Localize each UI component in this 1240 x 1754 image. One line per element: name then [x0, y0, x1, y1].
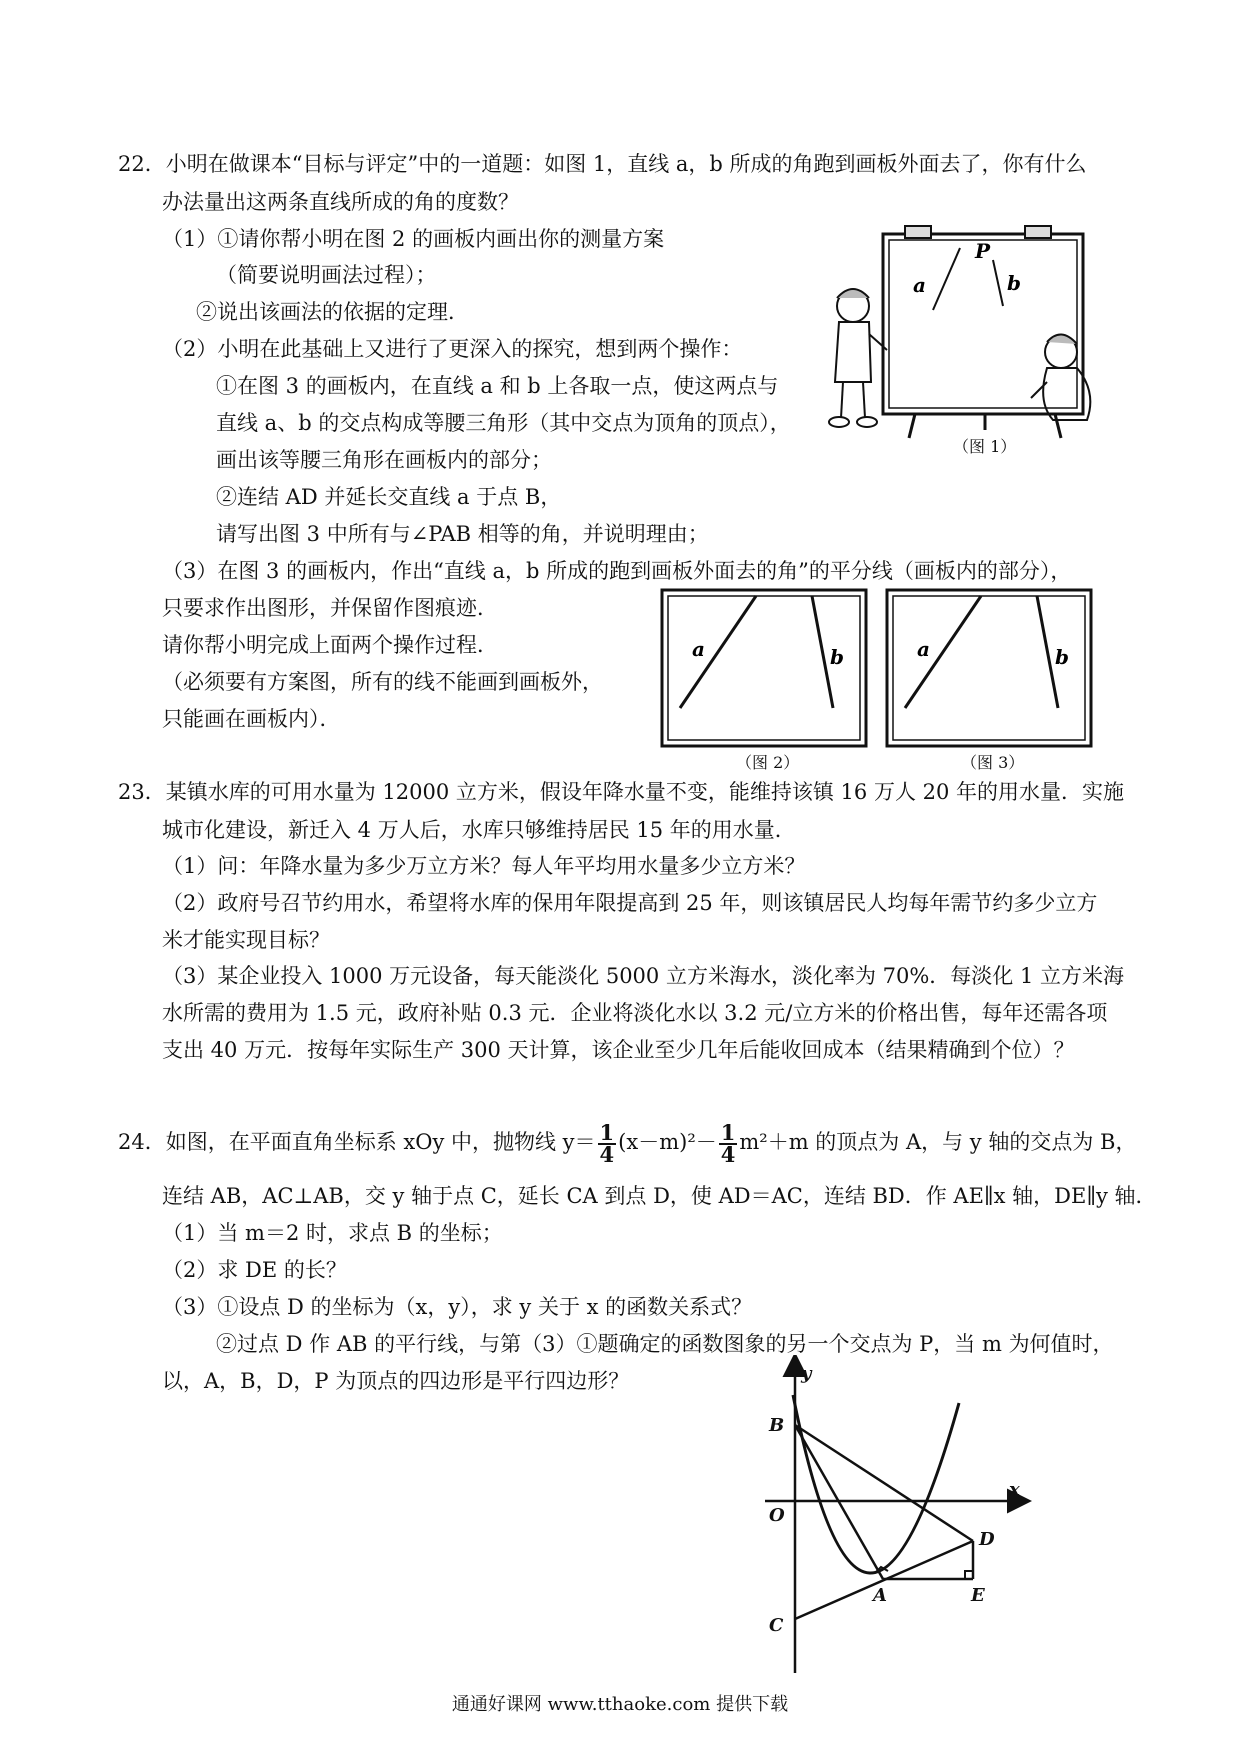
q22-part2e: ②连结 AD 并延长交直线 a 于点 B，: [216, 485, 562, 509]
fig2-label-a: a: [692, 637, 705, 661]
parabola: [793, 1395, 959, 1573]
q23-line2: 城市化建设，新迁入 4 万人后，水库只够维持居民 15 年的用水量．: [162, 818, 796, 842]
q22-part1b: （简要说明画法过程）；: [216, 263, 437, 287]
q24-part3b: ②过点 D 作 AB 的平行线，与第（3）①题确定的函数图象的另一个交点为 P，当 m 为何值时，: [216, 1332, 1114, 1356]
q24-line1-pre: 24．如图，在平面直角坐标系 xOy 中，抛物线 y＝: [118, 1130, 596, 1154]
label-E: E: [971, 1585, 985, 1606]
q24-part3c: 以，A，B，D，P 为顶点的四边形是平行四边形？: [162, 1369, 630, 1393]
figure-1: [825, 222, 1110, 454]
label-x: x: [1009, 1479, 1020, 1500]
label-A: A: [873, 1585, 887, 1606]
page-footer: 通通好课网 www.tthaoke.com 提供下载: [451, 1694, 789, 1715]
fig1-label-b: b: [1007, 271, 1021, 295]
q24-fraction-2: $\frac{1}{4}$: [720, 1119, 736, 1167]
figure-1-caption: （图 1）: [953, 437, 1017, 456]
q24-line2: 连结 AB，AC⊥AB，交 y 轴于点 C，延长 CA 到点 D，使 AD＝AC，连结 BD．作 AE∥x 轴，DE∥y 轴．: [162, 1184, 1157, 1208]
fig3-label-b: b: [1055, 645, 1069, 669]
q23-part2a: （2）政府号召节约用水，希望将水库的保用年限提高到 25 年，则该镇居民人均每年需节约多少立方: [162, 891, 1098, 915]
q24-line1-post: m²＋m 的顶点为 A，与 y 轴的交点为 B，: [739, 1130, 1137, 1154]
label-O: O: [769, 1505, 785, 1526]
label-y: y: [801, 1363, 812, 1384]
figure-2-caption: （图 2）: [736, 753, 800, 772]
q22-part3c: 请你帮小明完成上面两个操作过程．: [162, 633, 498, 657]
figure-3: [885, 588, 1095, 772]
fig1-label-P: P: [975, 239, 991, 263]
q22-part1c: ②说出该画法的依据的定理．: [196, 300, 469, 324]
q23-part3b: 水所需的费用为 1.5 元，政府补贴 0.3 元．企业将淡化水以 3.2 元/立方米的价格出售，每年还需各项: [162, 1001, 1108, 1025]
q24-part1: （1）当 m＝2 时，求点 B 的坐标；: [162, 1221, 503, 1245]
q22-part2c: 直线 a、b 的交点构成等腰三角形（其中交点为顶角的顶点），: [216, 411, 791, 435]
label-B: B: [769, 1415, 785, 1436]
q24-part3a: （3）①设点 D 的坐标为（x，y），求 y 关于 x 的函数关系式？: [162, 1295, 753, 1319]
q22-part2d: 画出该等腰三角形在画板内的部分；: [216, 448, 552, 472]
figure-2: [660, 588, 870, 772]
fig1-label-a: a: [913, 273, 926, 297]
q22-part3b: 只要求作出图形，并保留作图痕迹．: [162, 596, 498, 620]
q23-part3a: （3）某企业投入 1000 万元设备，每天能淡化 5000 立方米海水，淡化率为 70%．每淡化 1 立方米海: [162, 964, 1125, 988]
fig3-label-a: a: [917, 637, 930, 661]
q22-part2b: ①在图 3 的画板内，在直线 a 和 b 上各取一点，使这两点与: [216, 374, 779, 398]
figure-3-board: [885, 588, 1095, 754]
q23-part1: （1）问：年降水量为多少万立方米？每人年平均用水量多少立方米？: [162, 854, 806, 878]
q23-part3c: 支出 40 万元．按每年实际生产 300 天计算，该企业至少几年后能收回成本（结果精确到个位）？: [162, 1038, 1075, 1062]
q22-part2f: 请写出图 3 中所有与∠PAB 相等的角，并说明理由；: [216, 522, 709, 546]
q23-part2b: 米才能实现目标？: [162, 928, 330, 952]
q22-part2a: （2）小明在此基础上又进行了更深入的探究，想到两个操作：: [162, 337, 743, 361]
q24-line1-mid: (x－m)²－: [618, 1130, 717, 1154]
q22-line1: 22．小明在做课本“目标与评定”中的一道题：如图 1，直线 a，b 所成的角跑到画板外面去了，你有什么: [118, 152, 1087, 176]
q23-line1: 23．某镇水库的可用水量为 12000 立方米，假设年降水量不变，能维持该镇 16 万人 20 年的用水量．实施: [118, 780, 1125, 804]
fig2-label-b: b: [830, 645, 844, 669]
q22-part3a: （3）在图 3 的画板内，作出“直线 a，b 所成的跑到画板外面去的角”的平分线（画板内的部分），: [162, 559, 1072, 583]
q22-part3e: 只能画在画板内）．: [162, 707, 341, 731]
q22-line2: 办法量出这两条直线所成的角的度数？: [162, 190, 519, 214]
figure-3-caption: （图 3）: [961, 753, 1025, 772]
q22-part1a: （1）①请你帮小明在图 2 的画板内画出你的测量方案: [162, 227, 665, 251]
q24-figure: [745, 1355, 1035, 1675]
label-D: D: [979, 1529, 995, 1550]
q24-line1: [118, 1118, 1136, 1166]
figure-2-board: [660, 588, 870, 754]
q24-fraction-1: $\frac{1}{4}$: [599, 1119, 615, 1167]
q22-part3d: （必须要有方案图，所有的线不能画到画板外，: [162, 670, 603, 694]
q24-graph: [745, 1355, 1035, 1675]
easel-illustration: [825, 222, 1110, 454]
q24-part2: （2）求 DE 的长？: [162, 1258, 347, 1282]
label-C: C: [769, 1615, 784, 1636]
